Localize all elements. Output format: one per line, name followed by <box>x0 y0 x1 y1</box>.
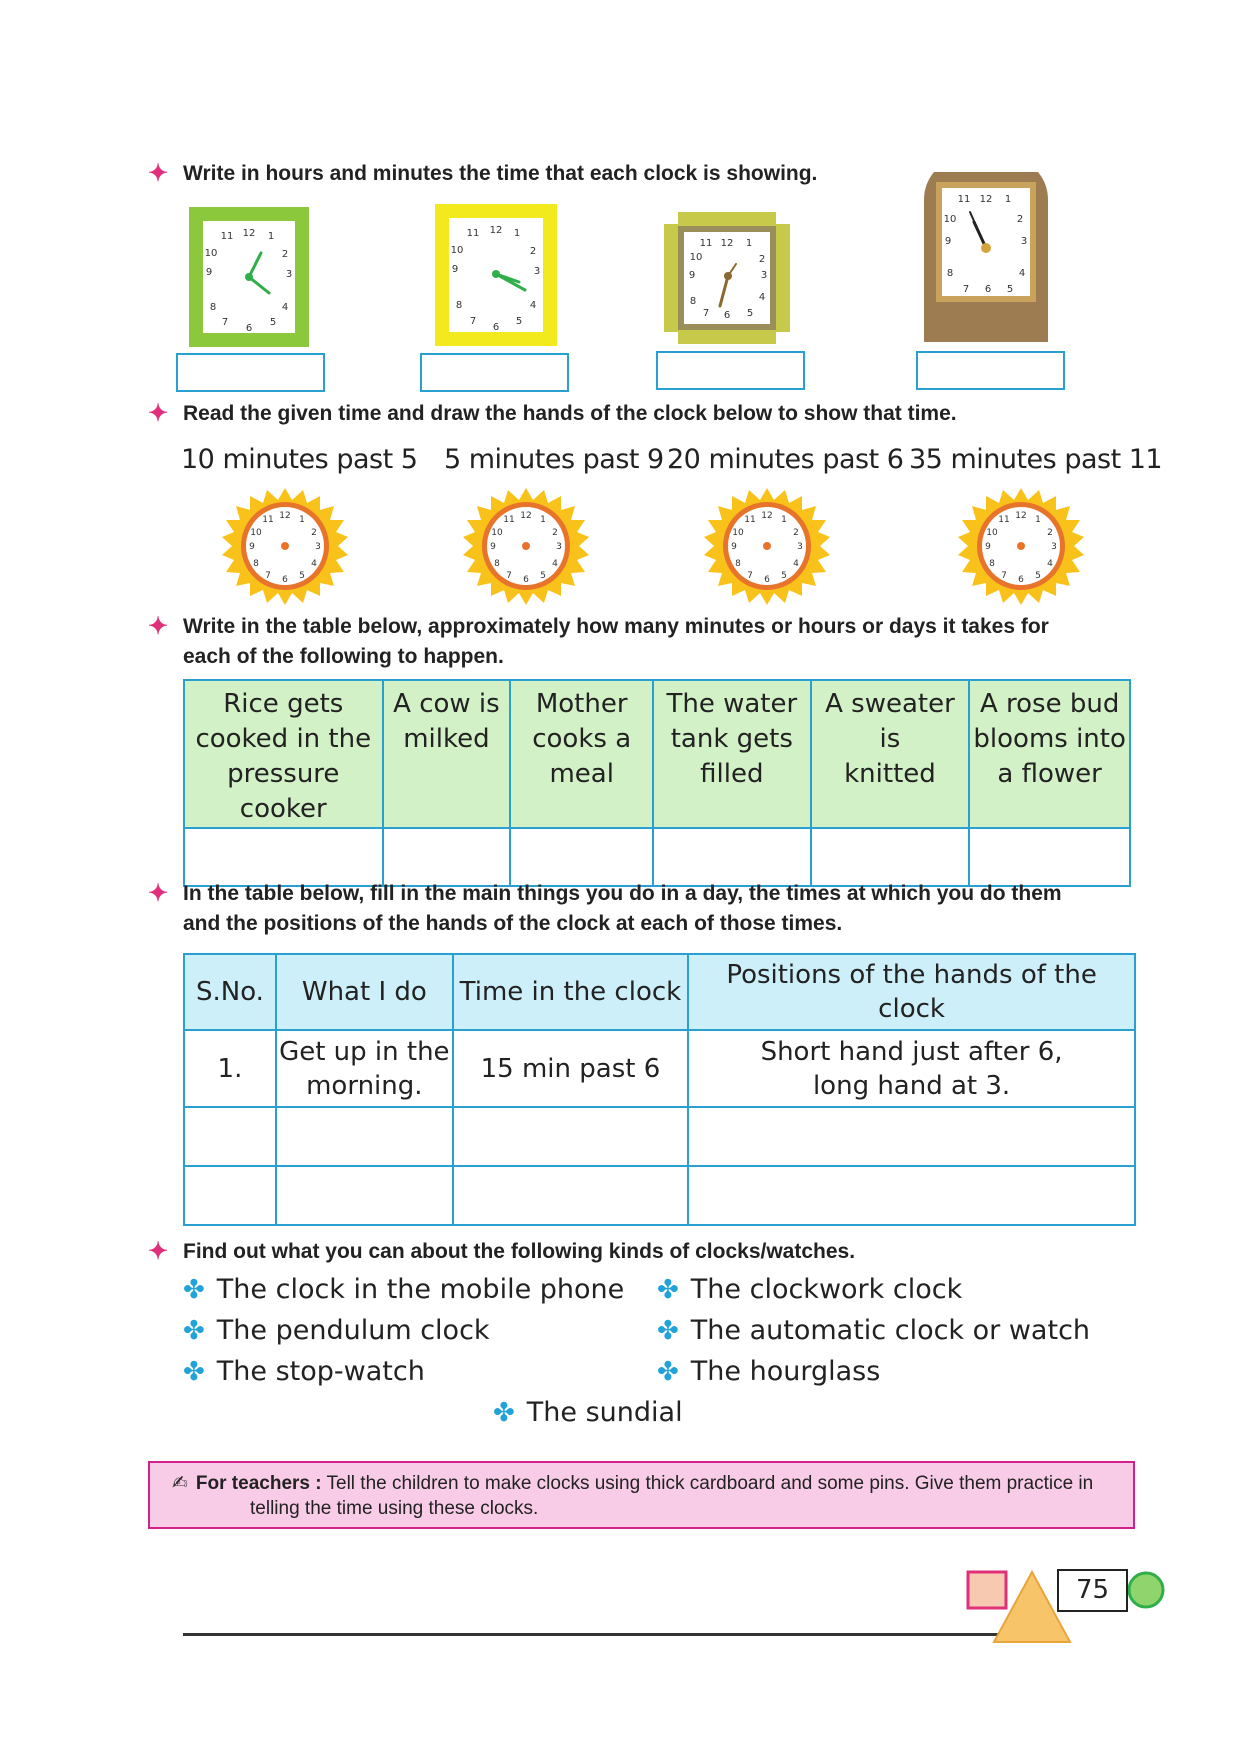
header-rose-line-2: blooms into <box>973 724 1126 754</box>
time-label-3: 20 minutes past 6 <box>667 444 904 475</box>
header-time: Time in the clock <box>453 954 688 1030</box>
svg-text:6: 6 <box>245 323 253 334</box>
svg-text:11: 11 <box>744 515 756 525</box>
svg-text:2: 2 <box>552 528 558 538</box>
svg-text:11: 11 <box>699 238 713 249</box>
star-bullet-icon: ✦ <box>148 400 169 427</box>
svg-text:5: 5 <box>299 571 305 581</box>
answer-box-4[interactable] <box>916 351 1065 390</box>
question-5-text: Find out what you can about the following kinds of clocks/watches. <box>183 1240 856 1263</box>
row-1-what <box>276 1030 453 1107</box>
svg-text:1: 1 <box>299 515 305 525</box>
routine-row-1 <box>184 1030 1135 1107</box>
svg-text:3: 3 <box>315 542 321 552</box>
header-rice <box>184 680 383 828</box>
svg-text:3: 3 <box>760 270 768 281</box>
answer-cell[interactable] <box>811 828 970 886</box>
svg-text:11: 11 <box>957 194 971 205</box>
clock-center <box>245 273 253 281</box>
header-water-line-2: tank gets <box>670 724 793 754</box>
answer-cell[interactable] <box>276 1166 453 1225</box>
header-rice-line-2: cooked in the <box>195 724 372 754</box>
svg-text:7: 7 <box>702 308 710 319</box>
svg-text:11: 11 <box>220 231 234 242</box>
svg-text:9: 9 <box>688 270 696 281</box>
svg-text:4: 4 <box>311 559 317 569</box>
list-item-text: The clock in the mobile phone <box>216 1274 625 1305</box>
svg-text:7: 7 <box>506 571 512 581</box>
duration-table <box>183 679 1131 887</box>
header-mother <box>510 680 653 828</box>
svg-text:2: 2 <box>1047 528 1053 538</box>
question-3-text <box>183 612 1183 672</box>
question-4-line-1: In the table below, fill in the main things you do in a day, the times at which you do them <box>183 882 1062 905</box>
svg-text:2: 2 <box>793 528 799 538</box>
clock-center <box>522 542 530 550</box>
header-cow-line-2: milked <box>403 724 490 754</box>
svg-text:5: 5 <box>269 317 277 328</box>
question-4-text <box>183 879 1183 939</box>
svg-text:4: 4 <box>552 559 558 569</box>
daily-routine-table <box>183 953 1136 1226</box>
svg-text:5: 5 <box>1035 571 1041 581</box>
svg-text:9: 9 <box>451 264 459 275</box>
list-item <box>657 1356 880 1387</box>
list-item-text: The pendulum clock <box>216 1315 490 1346</box>
clock-1-green <box>189 207 309 347</box>
svg-text:2: 2 <box>311 528 317 538</box>
svg-text:6: 6 <box>984 284 992 295</box>
duration-table-header-row <box>184 680 1130 828</box>
question-3-line-1: Write in the table below, approximately how many minutes or hours or days it takes for <box>183 615 1049 638</box>
svg-text:7: 7 <box>469 316 477 327</box>
time-label-2: 5 minutes past 9 <box>444 444 664 475</box>
svg-text:9: 9 <box>205 267 213 278</box>
svg-text:3: 3 <box>285 269 293 280</box>
list-item <box>493 1397 683 1428</box>
svg-text:1: 1 <box>267 231 275 242</box>
svg-text:1: 1 <box>1004 194 1012 205</box>
teacher-note <box>148 1461 1135 1529</box>
svg-text:1: 1 <box>1035 515 1041 525</box>
pen-hand-icon: ✍ <box>172 1472 188 1494</box>
header-rose <box>969 680 1130 828</box>
answer-cell[interactable] <box>653 828 811 886</box>
question-1-text: Write in hours and minutes the time that each clock is showing. <box>183 162 818 185</box>
svg-text:11: 11 <box>262 515 274 525</box>
answer-cell[interactable] <box>184 1166 276 1225</box>
clock-center <box>1017 542 1025 550</box>
teacher-note-text-1: Tell the children to make clocks using thick cardboard and some pins. Give them practice in <box>326 1473 1094 1494</box>
svg-text:10: 10 <box>491 528 503 538</box>
duration-table-answer-row <box>184 828 1130 886</box>
teacher-note-line-2: telling the time using these clocks. <box>250 1498 539 1519</box>
list-item <box>183 1315 490 1346</box>
routine-header-row <box>184 954 1135 1030</box>
header-rice-line-1: Rice gets <box>223 689 344 719</box>
header-sno: S.No. <box>184 954 276 1030</box>
header-water <box>653 680 811 828</box>
svg-text:4: 4 <box>281 302 289 313</box>
clover-bullet-icon: ✤ <box>657 1316 679 1346</box>
list-item <box>183 1356 425 1387</box>
clock-center <box>724 272 732 280</box>
answer-cell[interactable] <box>510 828 653 886</box>
header-mother-line-2: cooks a <box>532 724 632 754</box>
answer-cell[interactable] <box>383 828 511 886</box>
svg-text:3: 3 <box>1020 236 1028 247</box>
clock-center <box>981 243 991 253</box>
svg-text:4: 4 <box>1047 559 1053 569</box>
header-water-line-3: filled <box>700 759 764 789</box>
svg-text:6: 6 <box>492 322 500 333</box>
svg-text:11: 11 <box>998 515 1010 525</box>
svg-text:12: 12 <box>279 511 291 521</box>
svg-text:7: 7 <box>1001 571 1007 581</box>
star-bullet-icon: ✦ <box>148 613 169 640</box>
header-sweater-line-2: knitted <box>844 759 936 789</box>
time-label-1: 10 minutes past 5 <box>181 444 418 475</box>
row-1-position <box>688 1030 1135 1107</box>
answer-cell[interactable] <box>453 1166 688 1225</box>
question-2-text: Read the given time and draw the hands of the clock below to show that time. <box>183 402 957 425</box>
svg-text:12: 12 <box>979 194 993 205</box>
svg-text:7: 7 <box>747 571 753 581</box>
header-cow <box>383 680 511 828</box>
svg-text:4: 4 <box>1018 268 1026 279</box>
header-rose-line-3: a flower <box>997 759 1102 789</box>
star-bullet-icon: ✦ <box>148 1238 169 1265</box>
star-bullet-icon: ✦ <box>148 160 169 187</box>
svg-text:12: 12 <box>489 225 503 236</box>
svg-text:10: 10 <box>250 528 262 538</box>
row-1-time: 15 min past 6 <box>453 1030 688 1107</box>
svg-text:3: 3 <box>1051 542 1057 552</box>
svg-text:4: 4 <box>529 300 537 311</box>
answer-cell[interactable] <box>453 1107 688 1166</box>
list-item-text: The clockwork clock <box>690 1274 963 1305</box>
svg-text:10: 10 <box>689 252 703 263</box>
header-cow-line-1: A cow is <box>393 689 500 719</box>
svg-text:8: 8 <box>494 559 500 569</box>
svg-text:10: 10 <box>204 248 218 259</box>
header-water-line-1: The water <box>666 689 798 719</box>
header-mother-line-1: Mother <box>535 689 628 719</box>
svg-text:1: 1 <box>745 238 753 249</box>
answer-cell[interactable] <box>184 828 383 886</box>
svg-text:11: 11 <box>503 515 515 525</box>
list-item <box>183 1274 624 1305</box>
header-positions: Positions of the hands of the clock <box>688 954 1135 1030</box>
svg-text:3: 3 <box>797 542 803 552</box>
header-sweater <box>811 680 970 828</box>
clover-bullet-icon: ✤ <box>657 1357 679 1387</box>
teacher-note-line-1 <box>172 1472 1093 1495</box>
svg-text:8: 8 <box>455 300 463 311</box>
svg-text:12: 12 <box>720 238 734 249</box>
svg-text:7: 7 <box>221 317 229 328</box>
svg-text:8: 8 <box>735 559 741 569</box>
svg-text:6: 6 <box>764 575 770 585</box>
row-1-what-line-1: Get up in the <box>279 1036 450 1067</box>
answer-cell[interactable] <box>969 828 1130 886</box>
header-rose-line-1: A rose bud <box>979 689 1120 719</box>
teacher-note-label: For teachers : <box>195 1473 322 1494</box>
square-shape-icon <box>968 1572 1006 1608</box>
svg-text:8: 8 <box>989 559 995 569</box>
sun-clock-3[interactable] <box>704 483 830 609</box>
svg-text:1: 1 <box>513 228 521 239</box>
list-item-text: The automatic clock or watch <box>690 1315 1091 1346</box>
svg-text:11: 11 <box>466 228 480 239</box>
svg-text:5: 5 <box>746 308 754 319</box>
question-4-line-2: and the positions of the hands of the clock at each of those times. <box>183 912 843 935</box>
sun-clock-1[interactable] <box>222 483 348 609</box>
svg-text:8: 8 <box>689 296 697 307</box>
svg-text:5: 5 <box>515 316 523 327</box>
svg-text:10: 10 <box>732 528 744 538</box>
svg-text:7: 7 <box>265 571 271 581</box>
svg-text:12: 12 <box>520 511 532 521</box>
svg-text:1: 1 <box>781 515 787 525</box>
answer-cell[interactable] <box>184 1107 276 1166</box>
svg-text:9: 9 <box>944 236 952 247</box>
svg-text:6: 6 <box>523 575 529 585</box>
header-sweater-line-1: A sweater is <box>825 689 955 754</box>
svg-text:8: 8 <box>253 559 259 569</box>
clover-bullet-icon: ✤ <box>657 1275 679 1305</box>
clock-3-olive <box>664 212 790 344</box>
clover-bullet-icon: ✤ <box>183 1275 205 1305</box>
svg-text:5: 5 <box>781 571 787 581</box>
star-bullet-icon: ✦ <box>148 880 169 907</box>
svg-text:2: 2 <box>529 246 537 257</box>
list-item <box>657 1315 1090 1346</box>
svg-text:4: 4 <box>758 292 766 303</box>
svg-text:6: 6 <box>723 310 731 321</box>
svg-text:10: 10 <box>943 214 957 225</box>
clover-bullet-icon: ✤ <box>183 1316 205 1346</box>
clock-center <box>492 270 500 278</box>
clock-center <box>281 542 289 550</box>
time-label-4: 35 minutes past 11 <box>909 444 1163 475</box>
svg-text:4: 4 <box>793 559 799 569</box>
svg-text:12: 12 <box>761 511 773 521</box>
page-number: 75 <box>1057 1569 1128 1612</box>
answer-cell[interactable] <box>276 1107 453 1166</box>
answer-cell[interactable] <box>688 1166 1135 1225</box>
list-item-text: The stop-watch <box>216 1356 425 1387</box>
svg-text:2: 2 <box>758 254 766 265</box>
answer-cell[interactable] <box>688 1107 1135 1166</box>
svg-text:3: 3 <box>556 542 562 552</box>
list-item-text: The sundial <box>526 1397 683 1428</box>
answer-box-2[interactable] <box>420 353 569 392</box>
header-what-i-do: What I do <box>276 954 453 1030</box>
svg-text:8: 8 <box>209 302 217 313</box>
answer-box-1[interactable] <box>176 353 325 392</box>
footer-rule <box>183 1633 1053 1636</box>
row-1-position-line-1: Short hand just after 6, <box>760 1036 1063 1067</box>
svg-text:6: 6 <box>282 575 288 585</box>
svg-text:9: 9 <box>490 542 496 552</box>
svg-text:9: 9 <box>249 542 255 552</box>
svg-text:9: 9 <box>731 542 737 552</box>
svg-text:9: 9 <box>985 542 991 552</box>
clock-center <box>763 542 771 550</box>
clock-4-brown <box>924 172 1048 342</box>
circle-shape-icon <box>1129 1573 1163 1607</box>
question-3-line-2: each of the following to happen. <box>183 645 504 668</box>
clock-2-yellow <box>435 204 557 346</box>
svg-text:8: 8 <box>946 268 954 279</box>
svg-text:10: 10 <box>450 245 464 256</box>
header-mother-line-3: meal <box>549 759 614 789</box>
sun-clock-4[interactable] <box>958 483 1084 609</box>
svg-text:6: 6 <box>1018 575 1024 585</box>
header-rice-line-3: pressure cooker <box>227 759 340 824</box>
svg-text:10: 10 <box>986 528 998 538</box>
clover-bullet-icon: ✤ <box>183 1357 205 1387</box>
svg-text:3: 3 <box>533 266 541 277</box>
svg-text:7: 7 <box>962 284 970 295</box>
clover-bullet-icon: ✤ <box>493 1398 515 1428</box>
answer-box-3[interactable] <box>656 351 805 390</box>
svg-text:5: 5 <box>540 571 546 581</box>
svg-text:1: 1 <box>540 515 546 525</box>
svg-text:2: 2 <box>1016 214 1024 225</box>
svg-text:2: 2 <box>281 249 289 260</box>
list-item-text: The hourglass <box>690 1356 881 1387</box>
list-item <box>657 1274 962 1305</box>
row-1-what-line-2: morning. <box>306 1070 423 1101</box>
svg-text:12: 12 <box>242 228 256 239</box>
row-1-position-line-2: long hand at 3. <box>812 1070 1011 1101</box>
sun-clock-2[interactable] <box>463 483 589 609</box>
svg-text:12: 12 <box>1015 511 1027 521</box>
routine-row-2 <box>184 1107 1135 1166</box>
svg-text:5: 5 <box>1006 284 1014 295</box>
routine-row-3 <box>184 1166 1135 1225</box>
row-1-sno: 1. <box>184 1030 276 1107</box>
